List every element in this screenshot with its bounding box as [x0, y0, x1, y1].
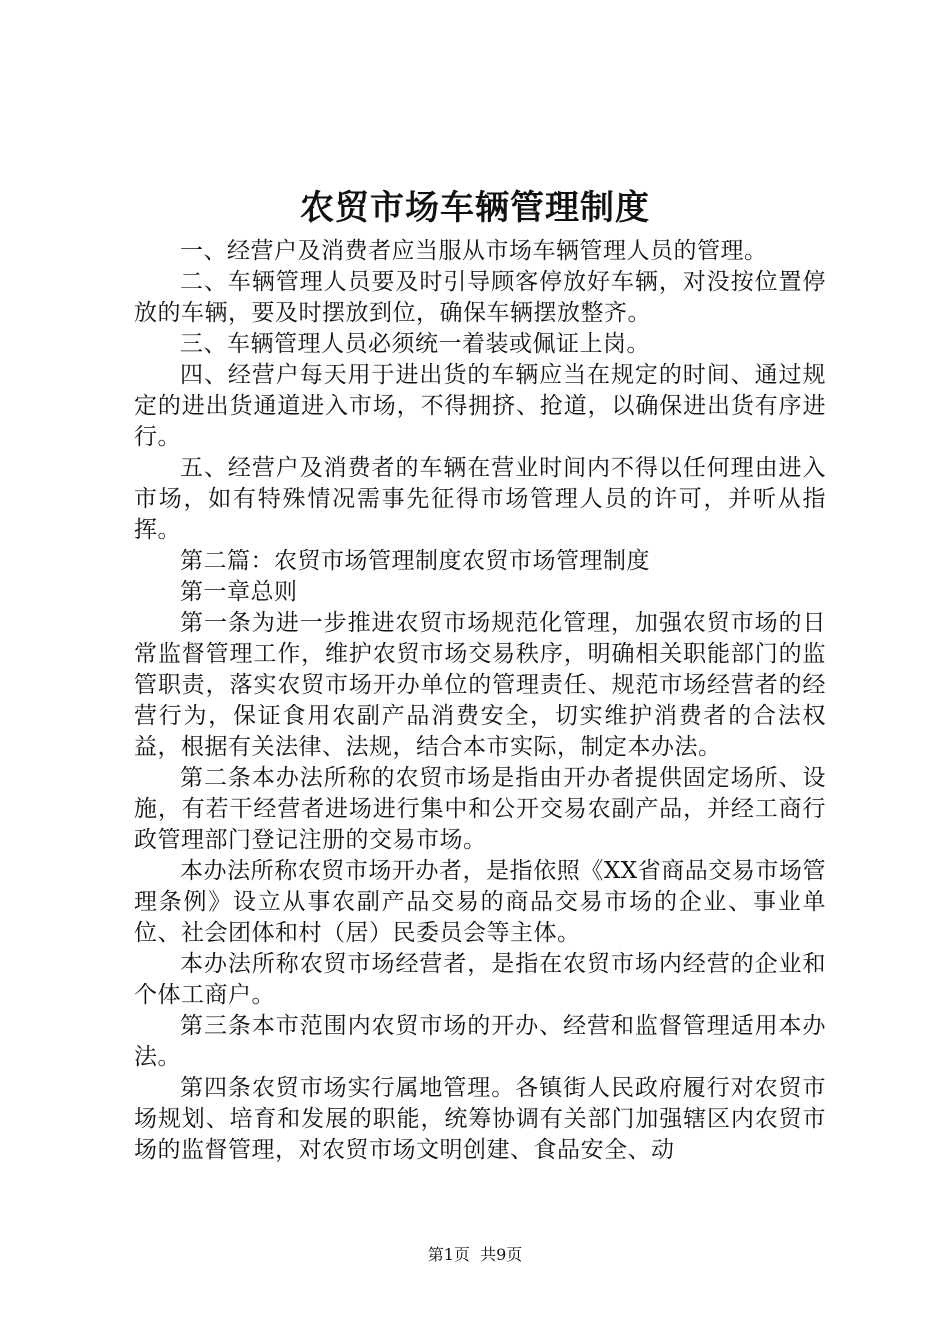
- paragraph: 第三条本市范围内农贸市场的开办、经营和监督管理适用本办法。: [134, 1013, 826, 1070]
- paragraph: 第四条农贸市场实行属地管理。各镇街人民政府履行对农贸市场规划、培育和发展的职能，统筹协调有关部门加强辖区内农贸市场的监督管理，对农贸市场文明创建、食品安全、动: [134, 1075, 826, 1163]
- paragraph: 四、经营户每天用于进出货的车辆应当在规定的时间、通过规定的进出货通道进入市场，不得拥挤、抢道，以确保进出货有序进行。: [134, 362, 826, 450]
- chapter-heading: 第一章总则: [180, 579, 298, 605]
- paragraph: 五、经营户及消费者的车辆在营业时间内不得以任何理由进入市场，如有特殊情况需事先征得市场管理人员的许可，并听从指挥。: [134, 455, 826, 543]
- paragraph: 三、车辆管理人员必须统一着装或佩证上岗。: [180, 331, 650, 357]
- paragraph: 本办法所称农贸市场经营者，是指在农贸市场内经营的企业和个体工商户。: [134, 951, 826, 1008]
- paragraph: 本办法所称农贸市场开办者，是指依照《XX省商品交易市场管理条例》设立从事农副产品交易的商品交易市场的企业、事业单位、社会团体和村（居）民委员会等主体。: [134, 858, 826, 946]
- document-title: 农贸市场车辆管理制度: [300, 188, 650, 228]
- section-heading: 第二篇：农贸市场管理制度农贸市场管理制度: [180, 548, 650, 574]
- page-footer: [0, 1244, 950, 1266]
- paragraph: 一、经营户及消费者应当服从市场车辆管理人员的管理。: [180, 238, 768, 264]
- paragraph: 第二条本办法所称的农贸市场是指由开办者提供固定场所、设施，有若干经营者进场进行集中和公开交易农副产品，并经工商行政管理部门登记注册的交易市场。: [134, 765, 826, 853]
- paragraph: 第一条为进一步推进农贸市场规范化管理，加强农贸市场的日常监督管理工作，维护农贸市场交易秩序，明确相关职能部门的监管职责，落实农贸市场开办单位的管理责任、规范市场经营者的经营行为，保证食用农副产品消费安全，切实维护消费者的合法权益，根据有关法律、法规，结合本市实际，制定本办法。: [134, 610, 826, 760]
- document-body: [134, 236, 826, 1166]
- page-total: 共9页: [480, 1245, 523, 1264]
- page-number: 第1页: [427, 1245, 470, 1264]
- paragraph: 二、车辆管理人员要及时引导顾客停放好车辆，对没按位置停放的车辆，要及时摆放到位，确保车辆摆放整齐。: [134, 269, 826, 326]
